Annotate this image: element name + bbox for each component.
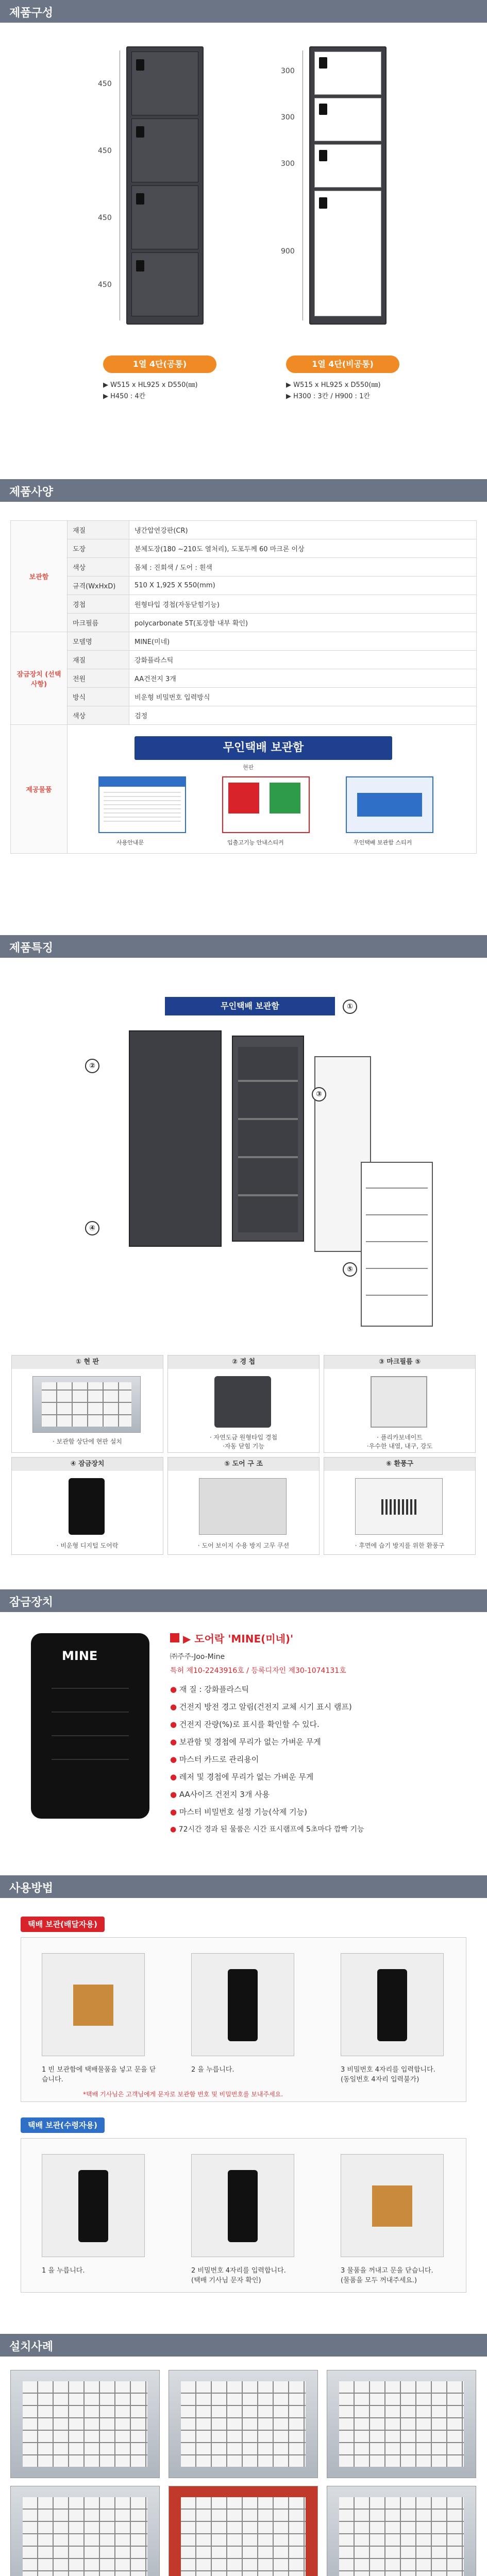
spec-value: 검정 bbox=[129, 706, 477, 725]
doorlock-image bbox=[31, 1633, 149, 1819]
section-title: 제품특징 bbox=[9, 942, 54, 955]
feature-cell bbox=[167, 1457, 320, 1555]
install-photo bbox=[327, 2486, 476, 2576]
spec-value: 냉간압연강판(CR) bbox=[129, 521, 477, 539]
lock-feature-item: ● 마스터 카드로 관리용이 bbox=[170, 1755, 259, 1764]
spec-key: 재질 bbox=[68, 521, 129, 539]
spec-key: 모델명 bbox=[68, 632, 129, 651]
spec-value: AA건전지 3개 bbox=[129, 669, 477, 688]
table-row bbox=[11, 558, 477, 577]
spec-key: 색상 bbox=[68, 706, 129, 725]
spec-key: 규격(WxHxD) bbox=[68, 577, 129, 595]
feature-caption: · 자연도금 원형타입 경첩 ·자동 닫힘 기능 bbox=[209, 1434, 278, 1450]
lock-feature-item: ● 레저 및 경첩에 무리가 없는 가벼운 무게 bbox=[170, 1772, 314, 1782]
spec-value: 몸체 : 진회색 / 도어 : 흰색 bbox=[129, 558, 477, 577]
callout-marker: ⑤ bbox=[343, 1262, 357, 1277]
spec-group: 제공물품 bbox=[11, 725, 68, 854]
feature-title: ⑤ 도어 구 조 bbox=[168, 1458, 319, 1471]
spec-line: ▶ W515 x HL925 x D550(㎜) bbox=[286, 381, 381, 389]
feature-title: ② 경 첩 bbox=[168, 1355, 319, 1369]
feature-caption: · 보관함 상단에 현판 설치 bbox=[53, 1438, 122, 1445]
dim-label: 300 bbox=[281, 67, 295, 75]
usage-step: 1 빈 보관함에 택배물품을 넣고 문을 닫습니다. bbox=[42, 2066, 156, 2083]
spec-value: 분체도장(180 ~210도 열처리), 도포두께 60 마크론 이상 bbox=[129, 539, 477, 558]
section-title: 제품구성 bbox=[9, 7, 54, 20]
spec-value: MINE(미네) bbox=[129, 632, 477, 651]
spec-key: 방식 bbox=[68, 688, 129, 706]
usage-note: *택배 기사님은 고객님에게 문자로 보관함 번호 및 비밀번호를 보내주세요. bbox=[83, 2091, 283, 2098]
spec-line: ▶ H450 : 4칸 bbox=[103, 393, 146, 400]
callout-marker: ② bbox=[85, 1059, 99, 1073]
dim-label: 300 bbox=[281, 160, 295, 168]
vent-image bbox=[355, 1478, 443, 1535]
feature-cell bbox=[11, 1355, 163, 1453]
lock-patent: 특허 제10-2243916호 / 등록디자인 제30-1074131호 bbox=[170, 1667, 346, 1675]
usage-store-panel bbox=[21, 1937, 466, 2102]
lock-feature-item: ● 보관함 및 경첩에 무리가 없는 가벼운 무게 bbox=[170, 1737, 321, 1747]
table-row bbox=[11, 521, 477, 539]
lock-feature-item: ● 72시간 경과 된 물품은 시간 표시램프에 5초마다 깜빡 기능 bbox=[170, 1825, 364, 1834]
table-row bbox=[11, 669, 477, 688]
feature-caption: · 후면에 습기 방지를 위한 환풍구 bbox=[355, 1542, 445, 1549]
lock-maker: ㈜주주-Joo-Mine bbox=[170, 1653, 225, 1661]
callout-marker: ① bbox=[343, 999, 357, 1014]
table-row bbox=[11, 651, 477, 669]
dim-label: 300 bbox=[281, 113, 295, 122]
spec-key: 마크필름 bbox=[68, 614, 129, 632]
model-badge-common: 1열 4단(공통) bbox=[103, 355, 216, 373]
feature-title: ⑥ 환풍구 bbox=[324, 1458, 475, 1471]
lock-feature-item: ● AA사이즈 건전지 3개 사용 bbox=[170, 1790, 270, 1799]
title-marker-icon bbox=[170, 1633, 179, 1642]
section-header-install bbox=[0, 2334, 487, 2357]
caption: 사용안내문 bbox=[116, 839, 144, 846]
section-title: 설치사례 bbox=[9, 2341, 54, 2353]
spec-group: 보관함 bbox=[11, 521, 68, 632]
provided-sticker-function bbox=[222, 776, 310, 833]
caption: 입출고기능 안내스티커 bbox=[227, 839, 284, 846]
lock-feature-item: ● 건전지 방전 경고 알림(건전지 교체 시기 표시 램프) bbox=[170, 1702, 352, 1711]
lock-title: ▶ 도어락 'MINE(미네)' bbox=[183, 1633, 294, 1645]
spec-value: 510 X 1,925 X 550(mm) bbox=[129, 577, 477, 595]
table-row bbox=[11, 614, 477, 632]
spec-line: ▶ W515 x HL925 x D550(㎜) bbox=[103, 381, 198, 389]
spec-value: 원형타입 경첩(자동닫힘기능) bbox=[129, 595, 477, 614]
install-photo bbox=[327, 2370, 476, 2478]
section-header-usage bbox=[0, 1875, 487, 1898]
dim-label: 450 bbox=[98, 281, 112, 289]
feature-title: ① 현 판 bbox=[12, 1355, 163, 1369]
caption: 무인택배 보관함 스티커 bbox=[354, 839, 412, 846]
feature-cell bbox=[11, 1457, 163, 1555]
usage-step: 2 비밀번호 4자리를 입력합니다. (택배 기사님 문자 확인) bbox=[191, 2267, 286, 2284]
provided-sticker-locker bbox=[346, 776, 433, 833]
install-photo bbox=[169, 2370, 318, 2478]
spec-value: 강화플라스틱 bbox=[129, 651, 477, 669]
assembled-locker bbox=[361, 1162, 433, 1327]
usage-retrieve-panel bbox=[21, 2138, 466, 2293]
diagram-banner: 무인택배 보관함 bbox=[165, 997, 335, 1015]
install-photo bbox=[10, 2370, 160, 2478]
usage-step: 2 을 누릅니다. bbox=[191, 2066, 234, 2074]
table-row bbox=[11, 595, 477, 614]
dim-label: 450 bbox=[98, 214, 112, 222]
spec-key: 경첩 bbox=[68, 595, 129, 614]
spec-key: 전원 bbox=[68, 669, 129, 688]
provided-items bbox=[68, 725, 477, 854]
usage-tag-retrieve: 택배 보관(수령자용) bbox=[21, 2117, 105, 2133]
feature-cell bbox=[167, 1355, 320, 1453]
dim-label: 900 bbox=[281, 247, 295, 256]
dim-label: 450 bbox=[98, 147, 112, 155]
provided-banner-caption: 현판 bbox=[243, 764, 254, 771]
install-photo bbox=[10, 2486, 160, 2576]
section-header-composition bbox=[0, 0, 487, 23]
section-header-specs bbox=[0, 479, 487, 502]
provided-guide-sheet bbox=[98, 776, 186, 833]
keypad-image bbox=[69, 1478, 105, 1535]
usage-step: 1 을 누릅니다. bbox=[42, 2267, 85, 2275]
section-header-features bbox=[0, 935, 487, 958]
table-row bbox=[11, 706, 477, 725]
doorlock-brand: MINE bbox=[62, 1649, 98, 1663]
usage-step: 3 비밀번호 4자리를 입력합니다. (동일번호 4자리 입력불가) bbox=[341, 2066, 435, 2083]
install-photo bbox=[169, 2486, 318, 2576]
usage-step: 3 물품을 꺼내고 문을 닫습니다. (물품을 모두 꺼내주세요.) bbox=[341, 2267, 433, 2284]
spec-value: polycarbonate 5T(포장함 내부 확인) bbox=[129, 614, 477, 632]
feature-caption: · 비운형 디지털 도어락 bbox=[56, 1542, 119, 1549]
feature-cell bbox=[324, 1457, 476, 1555]
door-structure-image bbox=[199, 1478, 287, 1535]
spec-line: ▶ H300 : 3칸 / H900 : 1칸 bbox=[286, 393, 370, 400]
callout-marker: ③ bbox=[312, 1087, 326, 1101]
spec-key: 도장 bbox=[68, 539, 129, 558]
spec-value: 비운형 비밀번호 입력방식 bbox=[129, 688, 477, 706]
table-row bbox=[11, 577, 477, 595]
spec-key: 색상 bbox=[68, 558, 129, 577]
table-row bbox=[11, 632, 477, 651]
feature-caption: · 도어 보이지 수용 방지 고무 쿠션 bbox=[197, 1542, 290, 1549]
callout-marker: ④ bbox=[85, 1221, 99, 1235]
section-title: 제품사양 bbox=[9, 486, 54, 499]
section-title: 사용방법 bbox=[9, 1882, 54, 1895]
feature-title: ④ 잠금장치 bbox=[12, 1458, 163, 1471]
feature-caption: · 플리카보네이트 ·우수한 내열, 내구, 강도 bbox=[366, 1434, 433, 1450]
section-header-lock bbox=[0, 1589, 487, 1612]
hinge-image bbox=[214, 1376, 271, 1428]
usage-tag-store: 택배 보관(배달자용) bbox=[21, 1917, 105, 1932]
feature-cell bbox=[324, 1355, 476, 1453]
spec-key: 재질 bbox=[68, 651, 129, 669]
section-title: 잠금장치 bbox=[9, 1596, 54, 1609]
provided-banner: 무인택배 보관함 bbox=[135, 736, 392, 760]
lock-feature-item: ● 마스터 비밀번호 설정 기능(삭제 기능) bbox=[170, 1807, 307, 1817]
dim-label: 450 bbox=[98, 80, 112, 88]
spec-table bbox=[10, 520, 477, 854]
table-row bbox=[11, 688, 477, 706]
lock-feature-item: ● 건전지 잔량(%)로 표시를 확인할 수 있다. bbox=[170, 1720, 320, 1729]
table-row bbox=[11, 725, 477, 854]
spec-group: 잠금장치 (선택사항) bbox=[11, 632, 68, 725]
film-image bbox=[371, 1376, 427, 1428]
feature-title: ③ 마크필름 ⑤ bbox=[324, 1355, 475, 1369]
table-row bbox=[11, 539, 477, 558]
model-badge-noncommon: 1열 4단(비공통) bbox=[286, 355, 399, 373]
lock-feature-item: ● 재 질 : 강화플라스틱 bbox=[170, 1685, 249, 1694]
